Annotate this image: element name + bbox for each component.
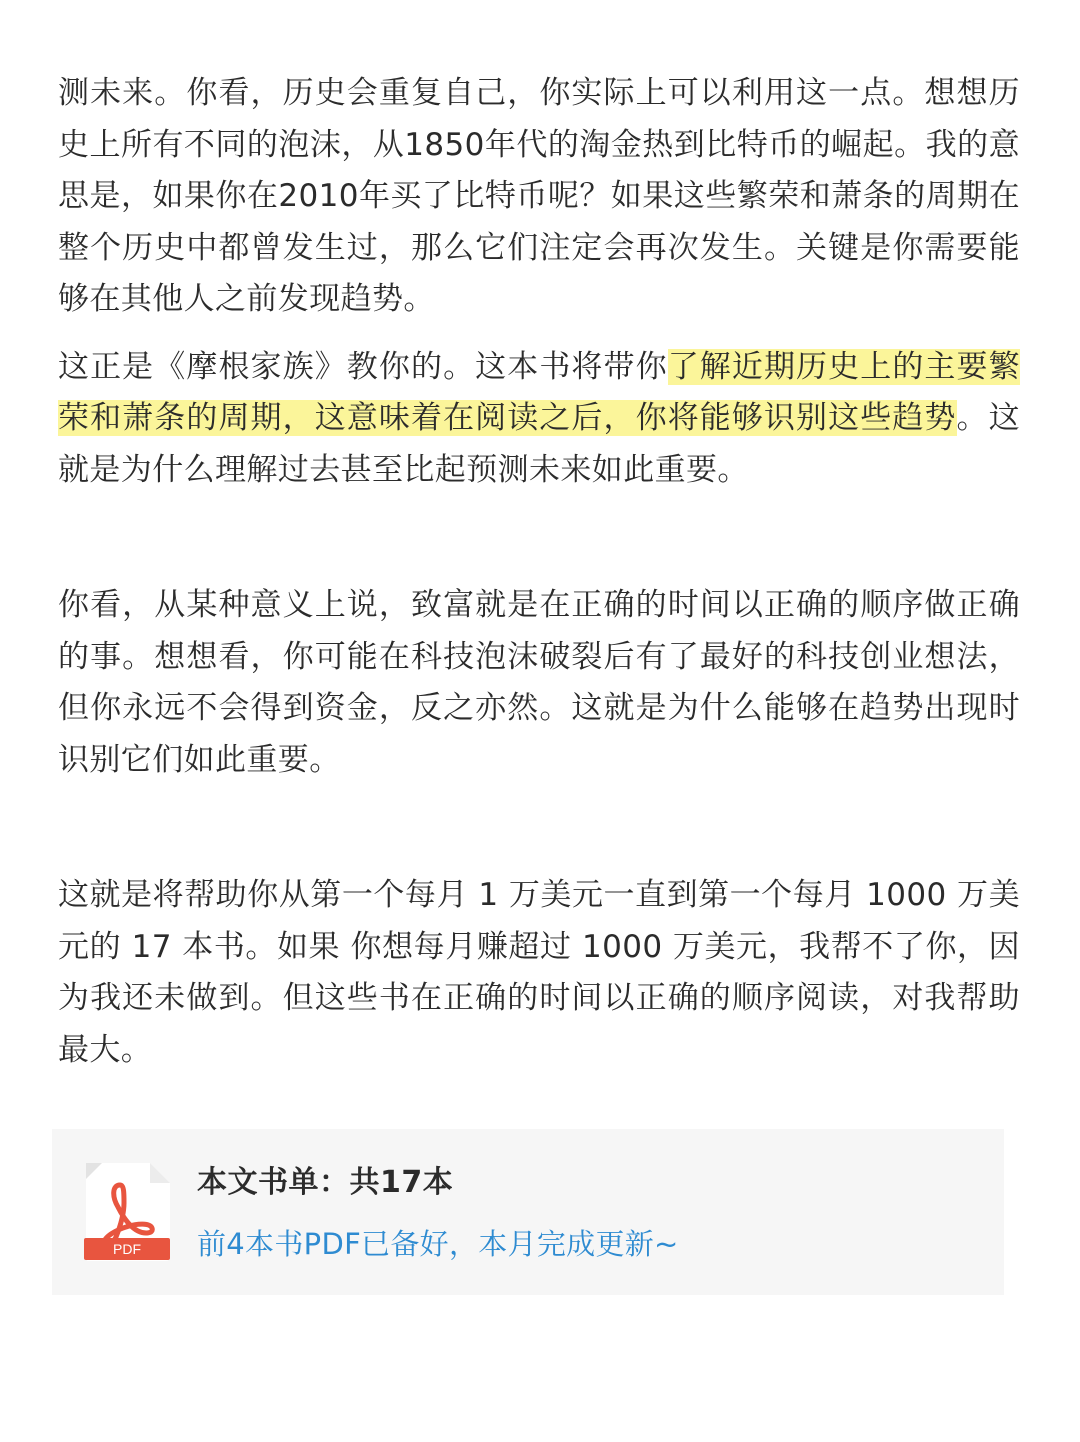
paragraph-2-text-start: 这正是《摩根家族》教你的。这本书将带你 [58,348,668,385]
paragraph-2 [58,342,1020,497]
highlighted-text: 了解近期历史上的主要繁荣和萧条的周期，这意味着在阅读之后，你将能够识别这些趋势 [58,348,1020,436]
pdf-file-icon [82,1163,172,1261]
paragraph-4: 这就是将帮助你从第一个每月 1 万美元一直到第一个每月 1000 万美元的 17 本书。如果 你想每月赚超过 1000 万美元，我帮不了你，因为我还未做到。但这些书在正确的时间以正确的顺序阅读，对我帮助最大。 [58,877,1020,1068]
book-list-title: 本文书单：共17本 [197,1165,454,1200]
article-body [58,68,1020,1076]
pdf-label: PDF [113,1241,141,1257]
pdf-update-link[interactable]: 前4本书PDF已备好，本月完成更新~ [197,1227,679,1261]
file-attachment-card[interactable] [52,1129,1004,1295]
paragraph-3: 你看，从某种意义上说，致富就是在正确的时间以正确的顺序做正确的事。想想看，你可能在科技泡沫破裂后有了最好的科技创业想法，但你永远不会得到资金，反之亦然。这就是为什么能够在趋势出现时识别它们如此重要。 [58,587,1020,778]
paragraph-2-text-end: 。这就是为什么理解过去甚至比起预测未来如此重要。 [58,400,1020,488]
paragraph-1: 测未来。你看，历史会重复自己，你实际上可以利用这一点。想想历史上所有不同的泡沫，从1850年代的淘金热到比特币的崛起。我的意思是，如果你在2010年买了比特币呢？如果这些繁荣和萧条的周期在整个历史中都曾发生过，那么它们注定会再次发生。关键是你需要能够在其他人之前发现趋势。 [58,75,1020,317]
